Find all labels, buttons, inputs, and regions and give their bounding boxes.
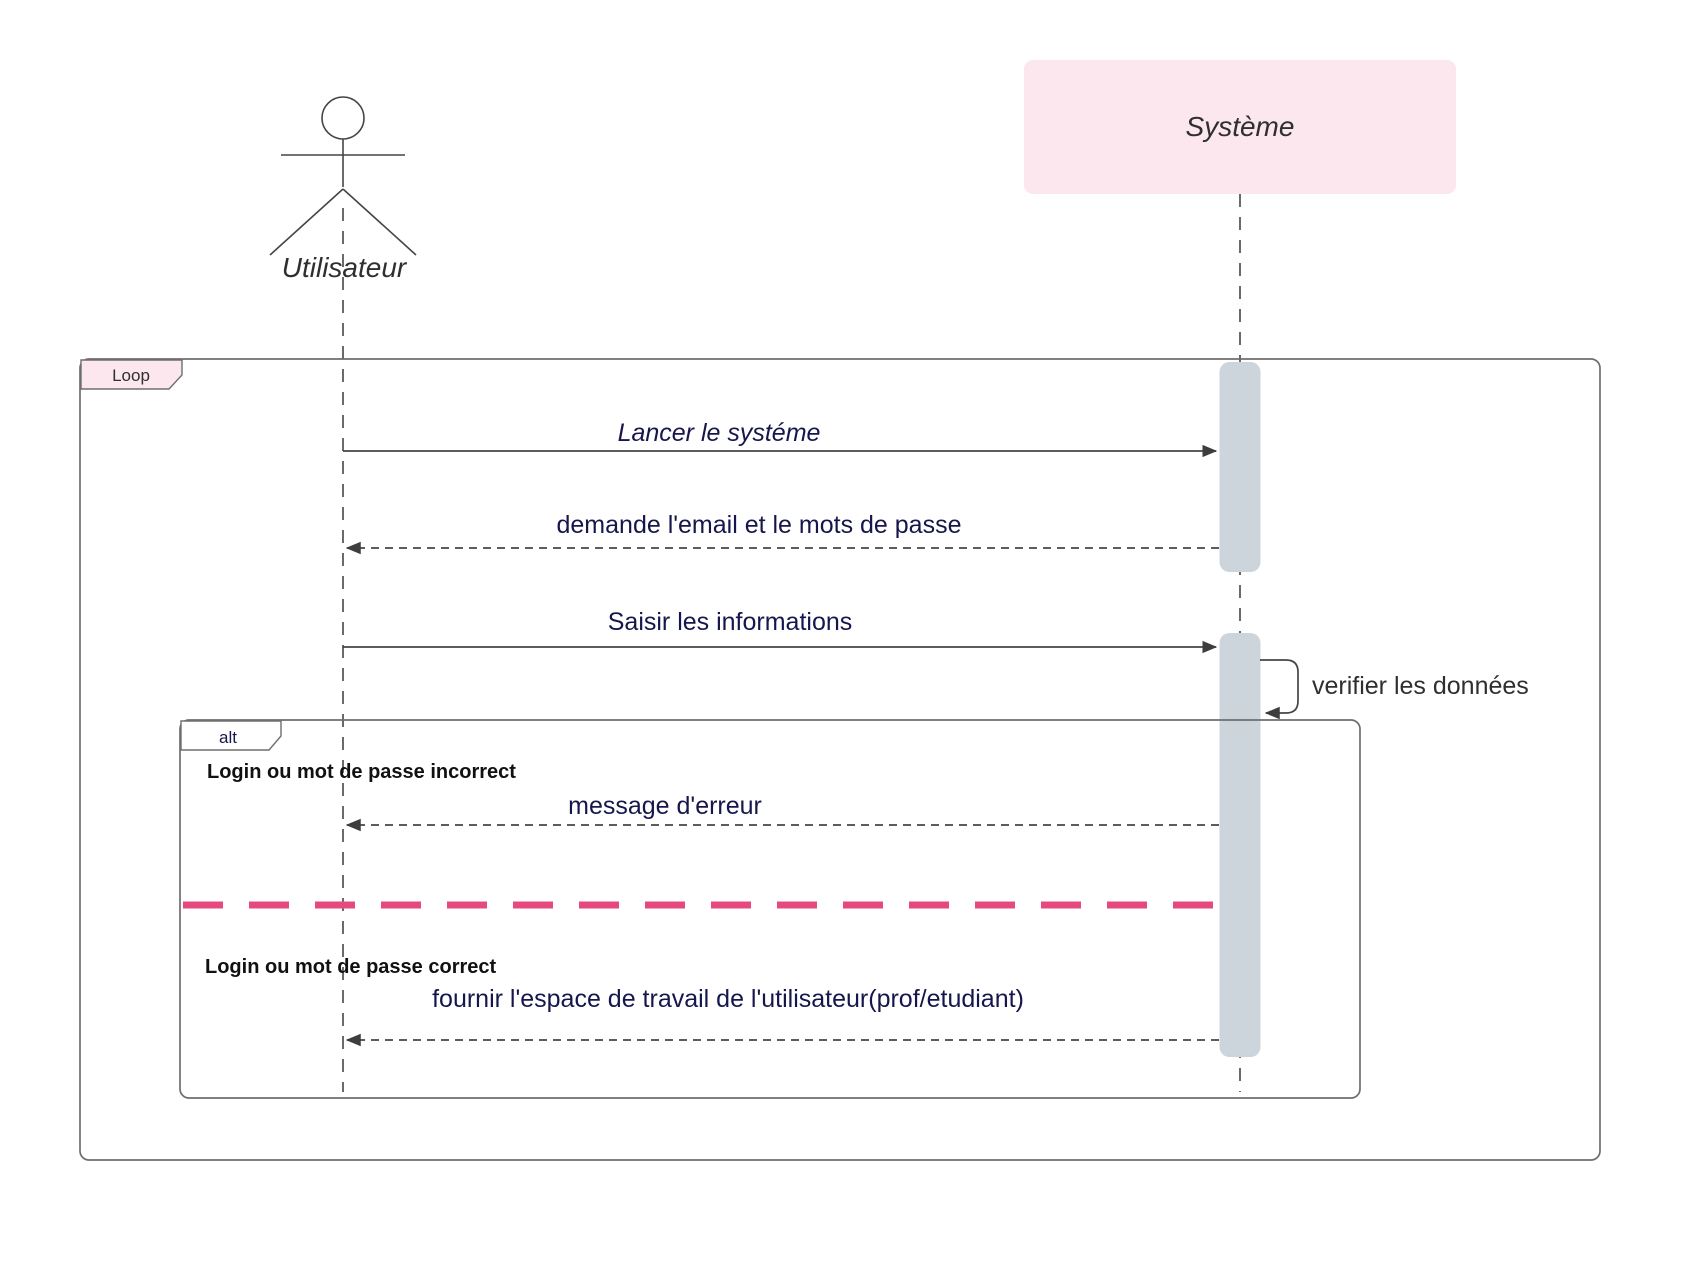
activation-bar-1 (1220, 362, 1261, 572)
actor-leg-right (343, 189, 416, 255)
actor-head (322, 97, 364, 139)
activation-bar-2 (1220, 633, 1261, 1057)
guard-correct-label: Login ou mot de passe correct (205, 956, 497, 978)
message-enter-info-label: Saisir les informations (607, 608, 853, 636)
message-launch-label: Lancer le systéme (617, 419, 821, 447)
actor-label: Utilisateur (281, 252, 407, 283)
self-message-verify-arrow (1260, 660, 1298, 713)
message-error-label: message d'erreur (568, 792, 762, 820)
loop-frame-label: Loop (112, 366, 150, 385)
message-ask-credentials-label: demande l'email et le mots de passe (556, 511, 962, 539)
message-workspace-label: fournir l'espace de travail de l'utilisateur(prof/etudiant) (432, 985, 1024, 1013)
self-message-verify-label: verifier les données (1312, 672, 1529, 700)
alt-frame-label: alt (219, 728, 237, 747)
actor-leg-left (270, 189, 343, 255)
guard-incorrect-label: Login ou mot de passe incorrect (207, 761, 516, 783)
system-participant-label: Système (1185, 111, 1295, 142)
